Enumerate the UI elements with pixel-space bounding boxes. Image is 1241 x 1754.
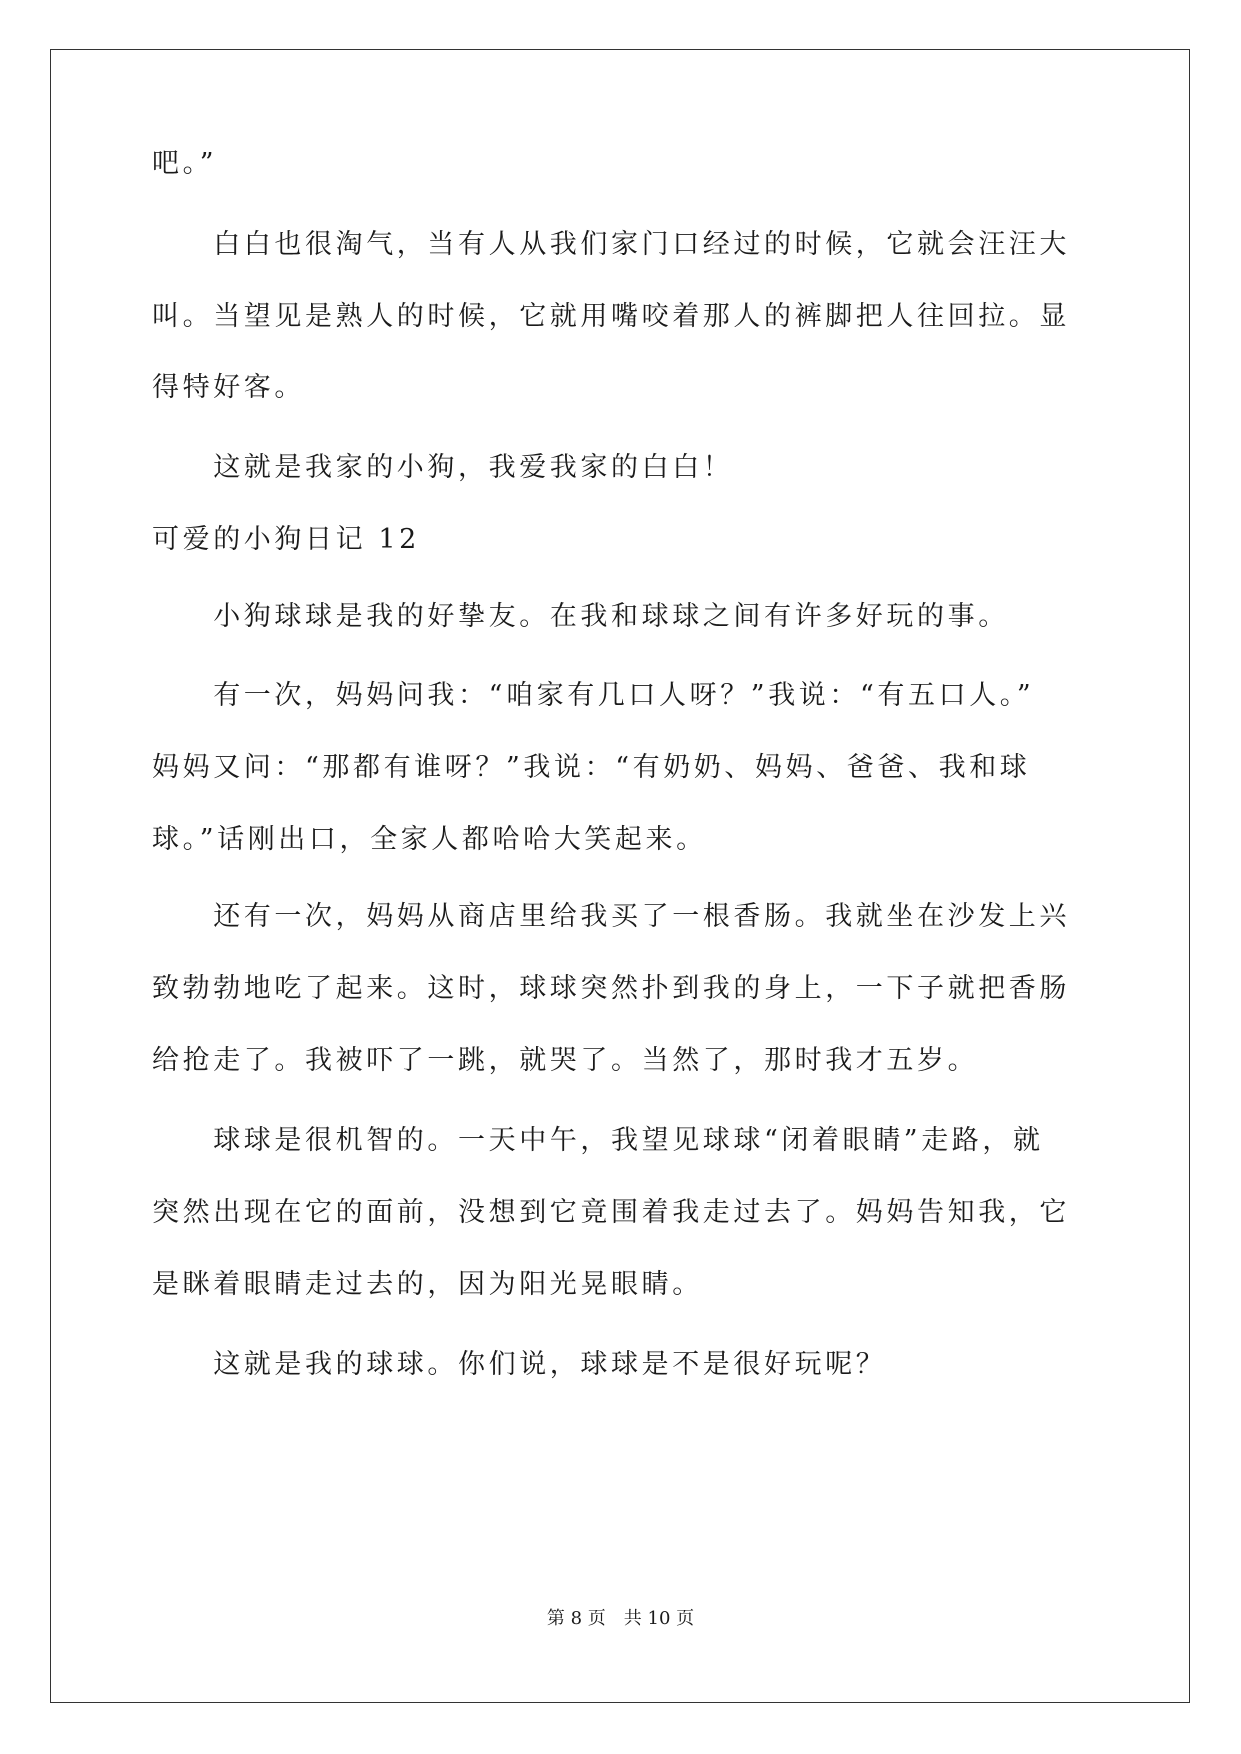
paragraph-line: 小狗球球是我的好挚友。在我和球球之间有许多好玩的事。 xyxy=(152,601,1009,632)
text-line: 妈妈又问：“那都有谁呀？”我说：“有奶奶、妈妈、爸爸、我和球 xyxy=(152,752,1031,783)
section-heading: 可爱的小狗日记 12 xyxy=(152,524,420,555)
text-line: 球。”话刚出口，全家人都哈哈大笑起来。 xyxy=(152,824,707,855)
text-line: 致勃勃地吃了起来。这时，球球突然扑到我的身上，一下子就把香肠 xyxy=(152,973,1070,1004)
paragraph-line: 还有一次，妈妈从商店里给我买了一根香肠。我就坐在沙发上兴 xyxy=(152,901,1070,932)
text-line: 给抢走了。我被吓了一跳，就哭了。当然了，那时我才五岁。 xyxy=(152,1045,979,1076)
text-line: 吧。” xyxy=(152,148,218,179)
text-line: 叫。当望见是熟人的时候，它就用嘴咬着那人的裤脚把人往回拉。显 xyxy=(152,301,1070,332)
text-line: 得特好客。 xyxy=(152,372,305,403)
page-number-footer: 第 8 页 共 10 页 xyxy=(546,1608,695,1629)
paragraph-line: 这就是我家的小狗，我爱我家的白白！ xyxy=(152,452,734,483)
paragraph-line: 球球是很机智的。一天中午，我望见球球“闭着眼睛”走路，就 xyxy=(152,1125,1044,1156)
text-line: 是眯着眼睛走过去的，因为阳光晃眼睛。 xyxy=(152,1269,703,1300)
paragraph-line: 白白也很淘气，当有人从我们家门口经过的时候，它就会汪汪大 xyxy=(152,229,1070,260)
text-line: 突然出现在它的面前，没想到它竟围着我走过去了。妈妈告知我，它 xyxy=(152,1197,1070,1228)
paragraph-line: 这就是我的球球。你们说，球球是不是很好玩呢？ xyxy=(152,1349,887,1380)
paragraph-line: 有一次，妈妈问我：“咱家有几口人呀？”我说：“有五口人。” xyxy=(152,680,1035,711)
